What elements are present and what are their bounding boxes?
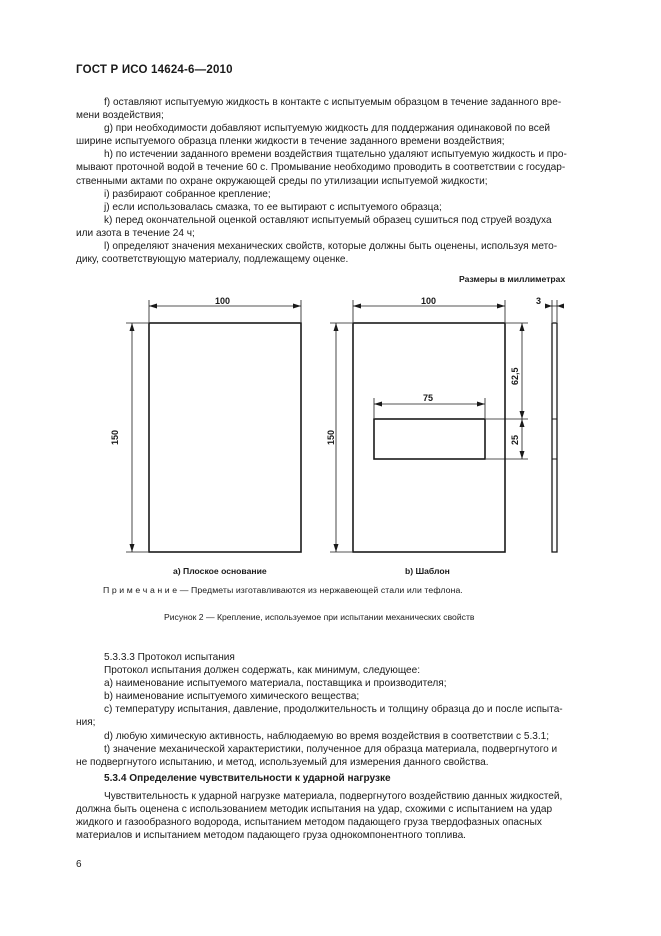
arrow-b-w-right: [497, 304, 505, 309]
list-item-h-line-2: мывают проточной водой в течение 60 с. Промывание необходимо проводить в соответствии с государ-: [76, 162, 566, 174]
report-item-c-line-2: ния;: [76, 717, 96, 729]
arrow-b-h-bottom: [334, 544, 339, 552]
figure-note: П р и м е ч а н и е — Предметы изготавливаются из нержавеющей стали или тефлона.: [103, 585, 463, 595]
list-item-k-line-2: или азота в течение 24 ч;: [76, 227, 195, 239]
report-item-a-line-1: а) наименование испытуемого материала, поставщика и производителя;: [104, 678, 447, 690]
section-534-line-2: должна быть оценена с использованием методик испытания на удар, схожими с испытанием на удар: [76, 804, 553, 816]
window-height-label: 25: [510, 434, 520, 445]
list-item-g-line-2: ширине испытуемого образца пленки жидкости в течение заданного времени воздействия;: [76, 136, 505, 148]
arrow-a-w-left: [149, 304, 157, 309]
list-item-f-line-2: мени воздействия;: [76, 110, 164, 122]
list-item-f-line-1: f) оставляют испытуемую жидкость в контакте с испытуемым образцом в течение заданного вре-: [104, 97, 562, 108]
arrow-a-h-top: [130, 323, 135, 331]
arrow-winh-top: [520, 419, 525, 427]
arrow-offset-bottom: [520, 411, 525, 419]
list-item-h-line-1: h) по истечении заданного времени воздействия тщательно удаляют испытуемую жидкость и про-: [104, 149, 567, 161]
arrow-win-w-right: [477, 402, 485, 407]
arrow-winh-bottom: [520, 451, 525, 459]
caption-b: b) Шаблон: [405, 566, 450, 576]
report-item-t-line-1: t) значение механической характеристики, полученное для образца материала, подвергнутого и: [104, 743, 558, 755]
section-534-line-4: материалов и испытанием методом падающего груза однокомпонентного топлива.: [76, 830, 466, 842]
section-5333-intro: Протокол испытания должен содержать, как минимум, следующее:: [104, 665, 421, 677]
list-item-l-line-1: l) определяют значения механических свойств, которые должны быть оценены, используя мето-: [104, 241, 558, 253]
list-item-k-line-1: k) перед окончательной оценкой оставляют испытуемый образец сушиться под струей воздуха: [104, 214, 552, 226]
report-item-t-line-2: не подвергнутого испытанию, и метод, используемый для измерения данного свойства.: [76, 756, 489, 768]
report-item-c: [76, 703, 616, 729]
report-item-d: [76, 730, 616, 743]
report-item-b-line-1: b) наименование испытуемого химического вещества;: [104, 691, 360, 703]
template-b-window: [374, 419, 485, 459]
side-view-outline: [552, 323, 557, 552]
report-item-a: [76, 677, 616, 690]
arrow-offset-top: [520, 323, 525, 331]
template-b-height-label: 150: [326, 429, 336, 445]
list-item-l-line-2: дику, соответствующую материалу, подлежащему оценке.: [76, 254, 349, 266]
section-534: [76, 772, 616, 842]
plate-a-height-label: 150: [110, 429, 120, 445]
plate-a-outline: [149, 323, 301, 552]
arrow-thk-right: [557, 304, 564, 309]
list-item-g-line-1: g) при необходимости добавляют испытуемую жидкость для поддержания одинаковой по всей: [104, 123, 551, 135]
thickness-label: 3: [536, 296, 542, 306]
template-b-outline: [353, 323, 505, 552]
section-5333-heading: 5.3.3.3 Протокол испытания: [104, 652, 235, 663]
offset-label: 62,5: [510, 367, 520, 385]
document-header: ГОСТ Р ИСО 14624-6—2010: [76, 64, 233, 76]
arrow-win-w-left: [374, 402, 382, 407]
sizes-note: Размеры в миллиметрах: [459, 274, 566, 284]
section-534-heading: 5.3.4 Определение чувствительности к ударной нагрузке: [104, 773, 391, 784]
report-item-t: [76, 743, 616, 769]
report-item-d-line-1: d) любую химическую активность, наблюдаемую во время воздействия в соответствии с 5.3.1;: [104, 730, 550, 742]
arrow-a-h-bottom: [130, 544, 135, 552]
arrow-thk-left: [545, 304, 552, 309]
arrow-b-h-top: [334, 323, 339, 331]
arrow-a-w-right: [293, 304, 301, 309]
arrow-b-w-left: [353, 304, 361, 309]
section-534-line-3: жидкого и газообразного водорода, испытанием методом падающего груза твердофазных опасных: [76, 817, 542, 829]
plate-a-width-label: 100: [215, 296, 231, 306]
template-b-width-label: 100: [421, 296, 437, 306]
section-534-line-1: Чувствительность к ударной нагрузке материала, подвергнутого воздействию данных жидкостей,: [104, 791, 563, 803]
figure-caption: Рисунок 2 — Крепление, используемое при испытании механических свойств: [164, 612, 475, 622]
list-item-j-line-1: j) если использовалась смазка, то ее вытирают с испытуемого образца;: [104, 201, 442, 213]
page-number: 6: [76, 859, 82, 870]
list-item-h-line-3: ственными актами по охране окружающей среды по утилизации испытуемой жидкости;: [76, 175, 488, 187]
list-item-i-line-1: i) разбирают собранное крепление;: [104, 188, 271, 200]
section-534-body: [76, 790, 616, 842]
report-item-c-line-1: с) температуру испытания, давление, продолжительность и толщину образца до и после испыта-: [104, 704, 563, 716]
report-item-b: [76, 690, 616, 703]
window-width-label: 75: [423, 393, 434, 403]
caption-a: а) Плоское основание: [173, 566, 267, 576]
section-5333: [76, 651, 616, 769]
